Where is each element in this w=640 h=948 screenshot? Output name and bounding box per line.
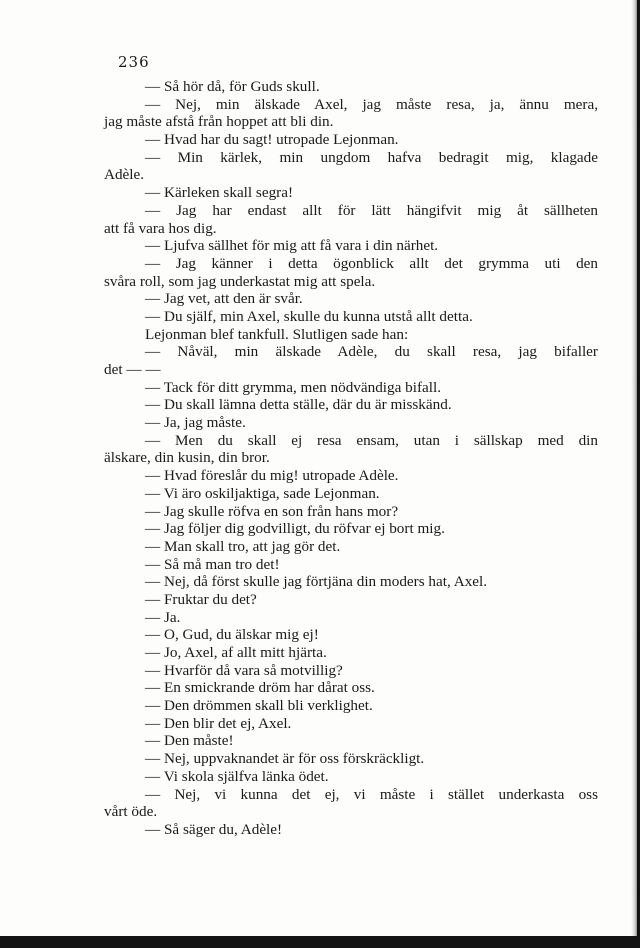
text-line: — Jag följer dig godvilligt, du röfvar ej bort mig. bbox=[145, 520, 445, 538]
text-line: — Fruktar du det? bbox=[145, 590, 257, 608]
text-line: — Jag skulle röfva en son från hans mor? bbox=[145, 502, 399, 520]
text-line: — Så må man tro det! bbox=[145, 555, 280, 573]
text-line: — Ja, jag måste. bbox=[145, 414, 246, 432]
text-line: — Du själf, min Axel, skulle du kunna utstå allt detta. bbox=[145, 307, 473, 325]
text-line: — En smickrande dröm har dårat oss. bbox=[145, 679, 375, 697]
text-line: — Min kärlek, min ungdom hafva bedragit mig, klagade bbox=[145, 148, 598, 166]
text-line: — Nej, uppvaknandet är för oss förskräckligt. bbox=[145, 750, 425, 768]
text-line: — Så säger du, Adèle! bbox=[145, 820, 283, 838]
text-line: — Den måste! bbox=[145, 732, 234, 750]
text-line: vårt öde. bbox=[104, 803, 158, 821]
page-edge-bottom bbox=[0, 936, 640, 948]
text-line: — Vi skola själfva länka ödet. bbox=[145, 767, 329, 785]
text-line: — Den blir det ej, Axel. bbox=[145, 714, 292, 732]
text-line: — Så hör då, för Guds skull. bbox=[145, 78, 320, 95]
text-line: — Nej, min älskade Axel, jag måste resa, ja, ännu mera, bbox=[145, 95, 598, 113]
text-line: — Ljufva sällhet för mig att få vara i din närhet. bbox=[145, 237, 439, 255]
text-line: det — — bbox=[104, 361, 161, 378]
text-line: — Jag har endast allt för lätt hängifvit mig åt sällheten bbox=[145, 201, 598, 219]
text-line: — Jo, Axel, af allt mitt hjärta. bbox=[145, 644, 327, 661]
text-line: svåra roll, som jag underkastat mig att spela. bbox=[104, 272, 376, 290]
text-line: — Man skall tro, att jag gör det. bbox=[145, 537, 341, 555]
text-line: — Nej, vi kunna det ej, vi måste i stället underkasta oss bbox=[145, 785, 598, 803]
text-line: — Hvad föreslår du mig! utropade Adèle. bbox=[145, 467, 399, 485]
text-line: att få vara hos dig. bbox=[104, 219, 217, 237]
text-line: — Den drömmen skall bli verklighet. bbox=[145, 697, 373, 715]
text-line: Adèle. bbox=[104, 166, 145, 184]
text-line: — Jag känner i detta ögonblick allt det grymma uti den bbox=[145, 254, 598, 272]
page-number: 236 bbox=[118, 53, 150, 71]
text-line: — Nej, då först skulle jag förtjäna din moders hat, Axel. bbox=[145, 573, 488, 591]
text-line: — Men du skall ej resa ensam, utan i sällskap med din bbox=[145, 431, 598, 449]
text-line: — Nåväl, min älskade Adèle, du skall resa, jag bifaller bbox=[145, 343, 598, 361]
text-line: — Du skall lämna detta ställe, där du är misskänd. bbox=[145, 396, 452, 414]
text-line: — Vi äro oskiljaktiga, sade Lejonman. bbox=[145, 484, 380, 502]
text-line: — Hvad har du sagt! utropade Lejonman. bbox=[145, 131, 399, 149]
text-line: — Kärleken skall segra! bbox=[145, 184, 294, 202]
text-line: — Tack för ditt grymma, men nödvändiga bifall. bbox=[145, 378, 442, 396]
text-line: — Jag vet, att den är svår. bbox=[145, 290, 303, 308]
page-text bbox=[104, 78, 598, 839]
text-line: — O, Gud, du älskar mig ej! bbox=[145, 626, 319, 644]
text-line: Lejonman blef tankfull. Slutligen sade han: bbox=[145, 325, 409, 343]
text-line: — Ja. bbox=[145, 608, 181, 626]
text-line: — Hvarför då vara så motvillig? bbox=[145, 661, 343, 679]
text-line: jag måste afstå från hoppet att bli din. bbox=[104, 113, 334, 131]
text-line: älskare, din kusin, din bror. bbox=[104, 449, 270, 467]
